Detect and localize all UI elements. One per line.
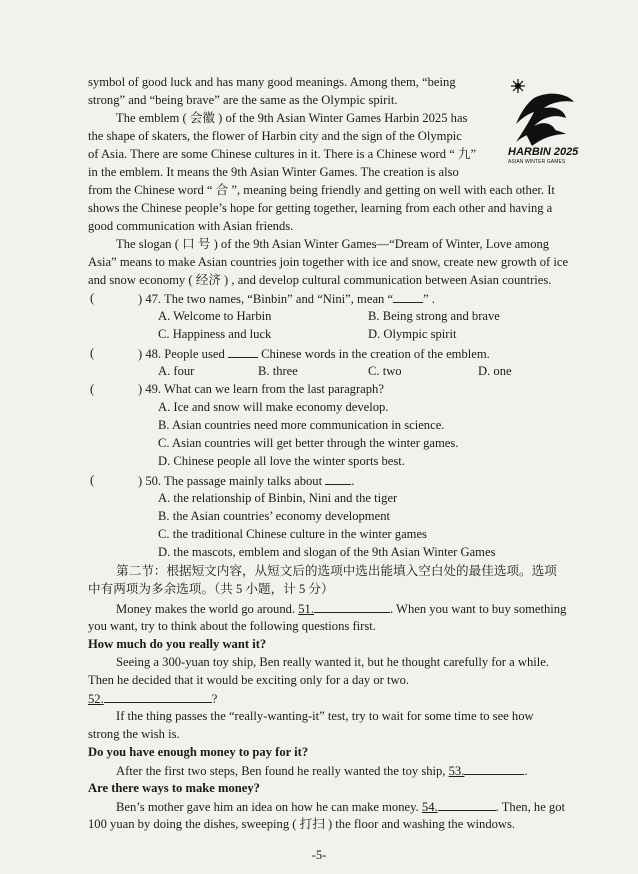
blank-51-number: 51. — [298, 602, 314, 616]
passage-p1-text-b: . When you want to buy something — [389, 602, 567, 616]
passage-p5-text: Ben’s mother gave him an idea on how he can make money. — [116, 800, 419, 814]
blank-54[interactable] — [438, 798, 496, 811]
para2-line6: shows the Chinese people’s hope for getting together, learning from each other and having a — [88, 201, 553, 215]
q50-option-d[interactable]: D. the mascots, emblem and slogan of the 9th Asian Winter Games — [158, 545, 496, 559]
q49-stem: ) 49. What can we learn from the last paragraph? — [138, 382, 384, 396]
q50-option-a[interactable]: A. the relationship of Binbin, Nini and the tiger — [158, 491, 398, 505]
passage-line9 — [116, 798, 565, 815]
passage-p5-text-b: . Then, he got — [495, 800, 566, 814]
q48-option-a[interactable]: A. four — [158, 364, 195, 378]
q48-option-c[interactable]: C. two — [368, 364, 402, 378]
para1-line1: symbol of good luck and has many good meanings. Among them, “being — [88, 75, 456, 89]
para3-line1: The slogan ( 口 号 ) of the 9th Asian Winter Games—“Dream of Winter, Love among — [116, 237, 550, 251]
passage-line4: Then he decided that it would be exciting only for a day or two. — [88, 673, 410, 687]
q48-answer-blank[interactable] — [228, 345, 258, 358]
q48-option-b[interactable]: B. three — [258, 364, 298, 378]
blank-52-number: 52. — [88, 692, 104, 706]
q47-option-a[interactable]: A. Welcome to Harbin — [158, 309, 272, 323]
passage-line5 — [88, 690, 217, 707]
section2-instruction-line1: 第二节：根据短文内容，从短文后的选项中选出能填入空白处的最佳选项。选项 — [116, 564, 557, 578]
emblem-title: HARBIN 2025 — [508, 146, 579, 158]
q50-stem — [138, 472, 354, 489]
q50-stem-end: . — [351, 474, 355, 488]
para3-line3: and snow economy ( 经济 ) , and develop cultural communication between Asian countries. — [88, 273, 552, 287]
para1-line2: strong” and “being brave” are the same as the Olympic spirit. — [88, 93, 398, 107]
para3-line2: Asia” means to make Asian countries join together with ice and snow, create new growth of ice — [88, 255, 569, 269]
q48-stem — [138, 345, 490, 362]
para2-line2: the shape of skaters, the flower of Harbin city and the sign of the Olympic — [88, 129, 462, 143]
blank-52-end: ? — [211, 692, 218, 706]
blank-53-end: . — [524, 764, 528, 778]
q49-paren: ( — [90, 382, 95, 396]
blank-54-number: 54. — [421, 800, 438, 814]
q47-answer-blank[interactable] — [393, 290, 423, 303]
para2-line1: The emblem ( 会徽 ) of the 9th Asian Winter Games Harbin 2025 has — [116, 111, 468, 125]
q47-option-b[interactable]: B. Being strong and brave — [368, 309, 500, 323]
q50-option-c[interactable]: C. the traditional Chinese culture in the winter games — [158, 527, 427, 541]
harbin-2025-emblem — [504, 76, 580, 168]
q48-paren: ( — [90, 346, 95, 360]
passage-line6: If the thing passes the “really-wanting-it” test, try to wait for some time to see how — [116, 709, 534, 723]
heading-ways-make-money: Are there ways to make money? — [88, 781, 260, 795]
passage-line2: you want, try to think about the following questions first. — [88, 619, 376, 633]
q49-option-c[interactable]: C. Asian countries will get better through the winter games. — [158, 436, 459, 450]
para2-line3: of Asia. There are some Chinese cultures in it. There is a Chinese word “ 九” — [88, 147, 477, 161]
q49-option-b[interactable]: B. Asian countries need more communication in science. — [158, 418, 445, 432]
para2-line4: in the emblem. It means the 9th Asian Winter Games. The creation is also — [88, 165, 459, 179]
q50-option-b[interactable]: B. the Asian countries’ economy development — [158, 509, 390, 523]
heading-enough-money: Do you have enough money to pay for it? — [88, 745, 309, 759]
passage-line7: strong the wish is. — [88, 727, 180, 741]
passage-line8 — [116, 762, 528, 779]
q49-option-a[interactable]: A. Ice and snow will make economy develop. — [158, 400, 389, 414]
passage-line10: 100 yuan by doing the dishes, sweeping ( 打扫 ) the floor and washing the windows. — [88, 817, 516, 831]
q47-stem-end: ” . — [423, 292, 435, 306]
q48-option-d[interactable]: D. one — [478, 364, 512, 378]
blank-52[interactable] — [104, 690, 212, 703]
q47-stem-text: ) 47. The two names, “Binbin” and “Nini”, mean “ — [138, 292, 394, 306]
q47-stem — [138, 290, 435, 307]
blank-53-number: 53. — [448, 764, 465, 778]
q47-option-d[interactable]: D. Olympic spirit — [368, 327, 457, 341]
emblem-subtitle: ASIAN WINTER GAMES — [508, 159, 566, 165]
q47-option-c[interactable]: C. Happiness and luck — [158, 327, 272, 341]
passage-p1-text: Money makes the world go around. — [116, 602, 296, 616]
q50-stem-text: ) 50. The passage mainly talks about — [138, 474, 323, 488]
passage-line3: Seeing a 300-yuan toy ship, Ben really wanted it, but he thought carefully for a while. — [116, 655, 549, 669]
passage-p4-text: After the first two steps, Ben found he really wanted the toy ship, — [116, 764, 446, 778]
q48-stem-text2: Chinese words in the creation of the emblem. — [261, 347, 490, 361]
q50-paren: ( — [90, 473, 95, 487]
blank-51[interactable] — [314, 600, 390, 613]
page-number: -5- — [311, 848, 327, 862]
blank-53[interactable] — [464, 762, 524, 775]
q50-answer-blank[interactable] — [325, 472, 351, 485]
para2-line7: good communication with Asian friends. — [88, 219, 294, 233]
passage-line1 — [116, 600, 566, 617]
q48-stem-text: ) 48. People used — [138, 347, 225, 361]
q49-option-d[interactable]: D. Chinese people all love the winter sports best. — [158, 454, 405, 468]
para2-line5: from the Chinese word “ 合 ”, meaning being friendly and getting on well with each other. It — [88, 183, 555, 197]
heading-how-much: How much do you really want it? — [88, 637, 267, 651]
section2-instruction-line2: 中有两项为多余选项。（共 5 小题，计 5 分） — [88, 582, 334, 596]
q47-paren: ( — [90, 291, 95, 305]
